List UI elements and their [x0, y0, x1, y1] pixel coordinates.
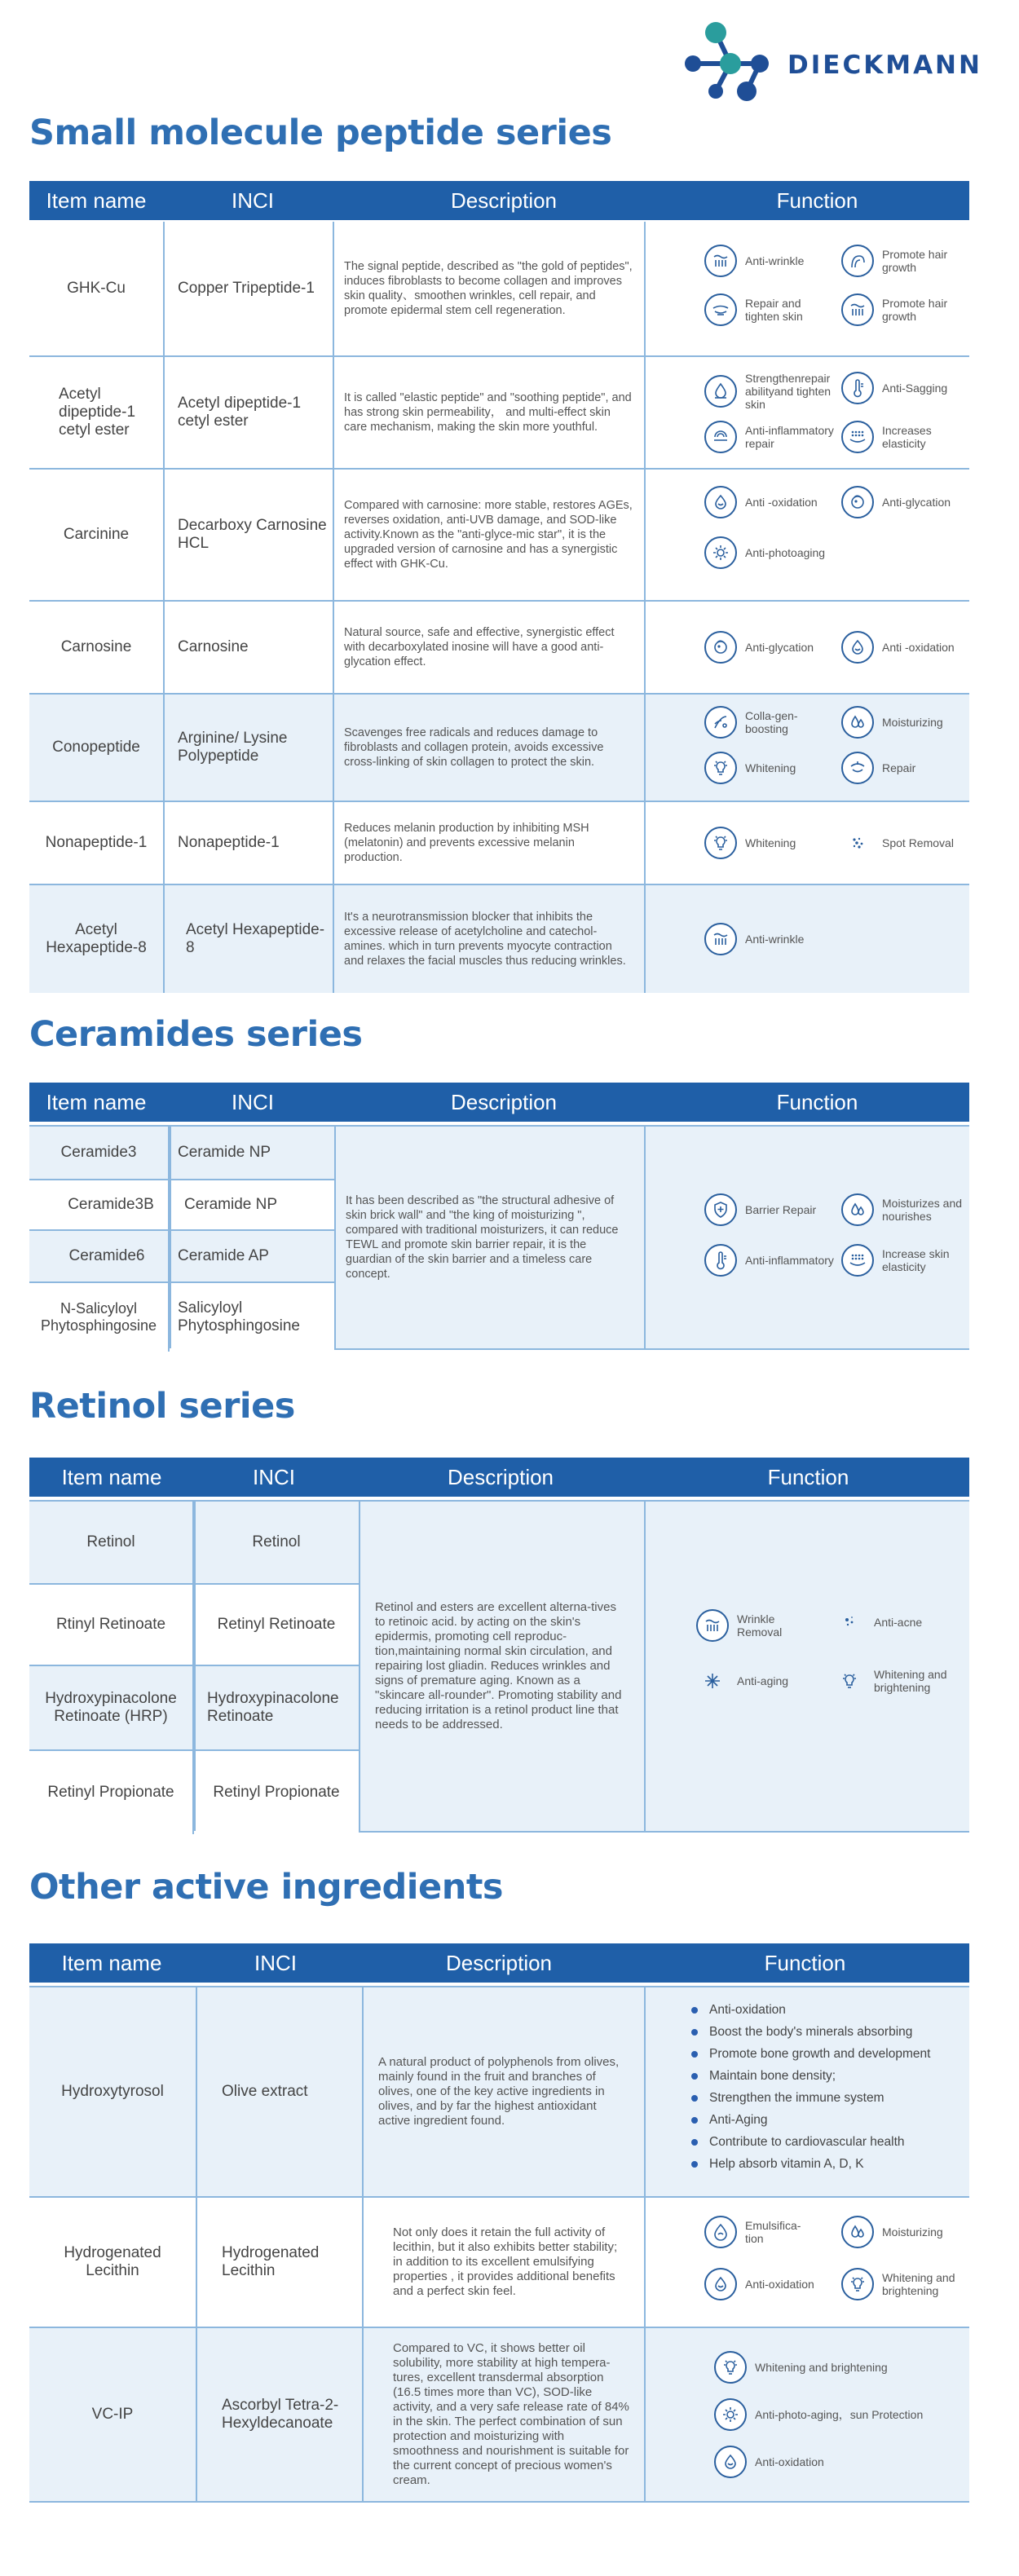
bullet-label: Anti-oxidation	[709, 2002, 786, 2017]
header-description: Description	[450, 187, 558, 213]
function-item: Increases elasticity	[841, 421, 969, 453]
bullet-item	[691, 2087, 930, 2109]
oxidation-icon	[841, 631, 874, 664]
table-row: Retinyl Propionate Retinyl Propionate	[29, 1751, 359, 1834]
collagen-icon	[704, 706, 737, 739]
brand-name: DIECKMANN	[787, 51, 982, 80]
function-item: Anti-acne	[833, 1606, 922, 1639]
item-name: Hydroxytyrosol	[29, 1987, 197, 2196]
item-description: Retinol and esters are excellent alterna-tives to retinoic acid. by acting on the skin's epidermis, promoting cell reproduc-tion,maintaining normal skin circulation, and repairing lost gliadin. Reduces wrinkles and signs of premature aging. Known as a "skincare all-rounder". Promoting stability and reducing irritation is a retinol product line that needs to be addressed.	[359, 1502, 646, 1831]
table-row: N-Salicyloyl Phytosphingosine Salicyloyl Phytosphingosine	[29, 1283, 334, 1352]
item-inci: Olive extract	[197, 1987, 364, 2196]
bullet-dot-icon	[691, 2073, 698, 2080]
bullet-dot-icon	[691, 2029, 698, 2036]
item-functions	[646, 1987, 969, 2196]
elasticity-icon	[841, 1244, 874, 1277]
item-name: Acetyl Hexapeptide-8	[29, 885, 165, 993]
item-description: Scavenges free radicals and reduces damage to fibroblasts and collagen protein, avoids excessive cross-linking of skin collagen to protect the skin.	[334, 695, 646, 801]
section-title-other: Other active ingredients	[29, 1867, 503, 1908]
moisture-icon	[841, 2216, 874, 2248]
function-item: Promote hair growth	[841, 293, 969, 326]
bullet-label: Maintain bone density;	[709, 2068, 836, 2083]
sparkle-icon	[696, 1665, 729, 1697]
function-item: Anti-photoaging	[704, 536, 825, 569]
bullet-item	[691, 2131, 930, 2153]
bulb-icon	[704, 827, 737, 859]
section-title-peptide: Small molecule peptide series	[29, 112, 612, 153]
item-functions	[646, 802, 969, 884]
function-bullet-list	[691, 1999, 930, 2175]
drop-hand-icon	[704, 375, 737, 408]
function-item: Spot Removal	[841, 827, 954, 859]
wrinkle-icon	[696, 1609, 729, 1642]
item-functions	[646, 1502, 969, 1831]
item-functions	[646, 357, 969, 468]
section-title-retinol: Retinol series	[29, 1386, 295, 1427]
molecule-logo-icon	[677, 20, 783, 109]
item-description: Compared with carnosine: more stable, restores AGEs, reverses oxidation, anti-UVB damage, and SOD-like activity.Known as the "anti-glyce-mic star", it is the upgraded version of carnosine and has a synergistic effect with GHK-Cu.	[334, 470, 646, 600]
wrinkle-icon	[704, 245, 737, 277]
thermometer-icon	[841, 372, 874, 404]
face-icon	[841, 486, 874, 518]
bullet-item	[691, 1999, 930, 2021]
table-row	[29, 602, 969, 695]
item-functions	[646, 602, 969, 693]
function-item: Repair and tighten skin	[704, 293, 810, 326]
table-row: Ceramide3 Ceramide NP	[29, 1127, 334, 1180]
bullet-label: Promote bone growth and development	[709, 2046, 931, 2061]
oxidation-icon	[704, 2268, 737, 2300]
thermometer-icon	[704, 1244, 737, 1277]
bullet-dot-icon	[691, 2095, 698, 2102]
bullet-dot-icon	[691, 2139, 698, 2146]
function-item: Colla-gen-boosting	[704, 706, 818, 739]
item-description: A natural product of polyphenols from olives, mainly found in the fruit and branches of olives, one of the key active ingredients in olives, and by far the highest antioxidant active ingredient found.	[364, 1987, 646, 2196]
function-item: Increase skin elasticity	[841, 1244, 964, 1277]
retinol-table-header: Item name INCI Description Function	[29, 1458, 969, 1497]
table-row	[29, 2328, 969, 2503]
function-item: Whitening	[704, 752, 796, 784]
item-inci: Acetyl Hexapeptide-8	[165, 885, 334, 993]
function-item: Anti-wrinkle	[704, 245, 804, 277]
dots-icon	[841, 827, 874, 859]
function-item: Whitening and brightening	[714, 2351, 888, 2384]
item-description: Compared to VC, it shows better oil solubility, more stability at high tempera-tures, excellent transdermal absorption (16.5 times more than VC), SOD-like activity, and a very safe release rate of 84% in the skin. The perfect combination of sun protection and moisturizing with smoothness and nourishment is suitable for the current concept of precious women's cream.	[364, 2328, 646, 2501]
function-item: Whitening and brightening	[833, 1665, 955, 1697]
bullet-label: Strengthen the immune system	[709, 2090, 884, 2105]
item-description: Natural source, safe and effective, synergistic effect with decarboxylated inosine will have a good anti-glycation effect.	[334, 602, 646, 693]
shield-icon	[704, 1193, 737, 1226]
acne-icon	[833, 1606, 866, 1639]
bullet-label: Anti-Aging	[709, 2112, 768, 2127]
item-inci: Copper Tripeptide-1	[165, 222, 334, 355]
function-item: Anti-Sagging	[841, 372, 947, 404]
table-row: Ceramide6 Ceramide AP	[29, 1231, 334, 1283]
table-row	[29, 885, 969, 993]
item-description: Reduces melanin production by inhibiting MSH (melatonin) and prevents excessive melanin production.	[334, 802, 646, 884]
peptide-table-header	[29, 181, 969, 220]
item-inci: Hydrogenated Lecithin	[197, 2198, 364, 2327]
brand-logo	[677, 20, 982, 109]
item-functions	[646, 2198, 969, 2327]
table-row: Rtinyl Retinoate Retinyl Retinoate	[29, 1585, 359, 1666]
item-functions	[646, 470, 969, 600]
function-item: Strengthenrepair abilityand tighten skin	[704, 372, 836, 411]
item-description: It is called "elastic peptide" and "soothing peptide", and has strong skin permeability， and multi-effect skin care mechanism, making the skin more youthful.	[334, 357, 646, 468]
face-icon	[704, 631, 737, 664]
item-functions	[646, 222, 969, 355]
item-name: Acetyl dipeptide-1 cetyl ester	[29, 357, 165, 468]
function-item: Wrinkle Removal	[696, 1609, 794, 1642]
item-inci: Carnosine	[165, 602, 334, 693]
function-item: Repair	[841, 752, 915, 784]
retinol-table-body	[29, 1500, 969, 1833]
item-name: GHK-Cu	[29, 222, 165, 355]
item-description: It's a neurotransmission blocker that inhibits the excessive release of acetylcholine and catechol-amines. which in turn prevents myocyte contraction and relaxes the facial muscles thus reducing wrinkles.	[334, 885, 646, 993]
function-item: Anti-inflammatory repair	[704, 421, 835, 453]
function-item: Anti-inflammatory	[704, 1244, 834, 1277]
function-item: Anti-photo-aging，sun Protection	[714, 2398, 923, 2431]
item-description: It has been described as "the structural adhesive of skin brick wall" and "the king of moisturizing ", compared with traditional moisturizers, it can reduce TEWL and promote skin barrier repair, it is the guardian of the skin barrier and a timeless care concept.	[334, 1127, 646, 1348]
item-inci: Ascorbyl Tetra-2-Hexyldecanoate	[197, 2328, 364, 2501]
table-row	[29, 222, 969, 357]
item-functions	[646, 695, 969, 801]
hair-growth-icon	[841, 293, 874, 326]
oxidation-icon	[714, 2446, 747, 2478]
bulb-icon	[714, 2351, 747, 2384]
function-item: Anti-glycation	[841, 486, 951, 518]
anti-inflammatory-icon	[704, 421, 737, 453]
table-row: Ceramide3B Ceramide NP	[29, 1180, 334, 1231]
emulsion-icon	[704, 2216, 737, 2248]
photoaging-icon	[704, 536, 737, 569]
function-item: Anti-glycation	[704, 631, 814, 664]
bullet-item	[691, 2065, 930, 2087]
moisture-icon	[841, 1193, 874, 1226]
function-item: Whitening and brightening	[841, 2268, 964, 2300]
item-name: Carnosine	[29, 602, 165, 693]
header-inci: INCI	[232, 187, 274, 213]
table-row: Retinol Retinol	[29, 1502, 359, 1585]
table-row	[29, 357, 969, 470]
item-functions	[646, 2328, 969, 2501]
bullet-item	[691, 2021, 930, 2043]
skin-repair-icon	[704, 293, 737, 326]
bullet-label: Boost the body's minerals absorbing	[709, 2024, 913, 2039]
oxidation-icon	[704, 486, 737, 518]
function-item: Emulsifica-tion	[704, 2216, 810, 2248]
item-name: Nonapeptide-1	[29, 802, 165, 884]
bullet-dot-icon	[691, 2117, 698, 2124]
item-description: The signal peptide, described as "the gold of peptides", induces fibroblasts to become collagen and improves skin quality、smoothen wrinkles, cell repair, and promote epidermal stem cell regeneration.	[334, 222, 646, 355]
bullet-dot-icon	[691, 2161, 698, 2168]
item-description: Not only does it retain the full activity of lecithin, but it also exhibits better stability; in addition to its excellent emulsifying properties , it provides additional benefits and a perfect skin feel.	[364, 2198, 646, 2327]
other-table-header: Item name INCI Description Function	[29, 1943, 969, 1983]
item-functions	[646, 885, 969, 993]
item-inci: Nonapeptide-1	[165, 802, 334, 884]
function-item: Anti -oxidation	[841, 631, 955, 664]
function-item: Promote hair growth	[841, 245, 969, 277]
bullet-label: Contribute to cardiovascular health	[709, 2134, 905, 2149]
function-item: Anti-wrinkle	[704, 923, 804, 955]
item-name: Carcinine	[29, 470, 165, 600]
bulb-icon	[704, 752, 737, 784]
ceramide-table-body	[29, 1125, 969, 1350]
function-item: Moisturizes and nourishes	[841, 1193, 972, 1226]
function-item: Moisturizing	[841, 2216, 943, 2248]
bullet-dot-icon	[691, 2051, 698, 2058]
photoaging-icon	[714, 2398, 747, 2431]
header-function: Function	[776, 187, 858, 213]
table-row	[29, 1986, 969, 2198]
section-title-ceramide: Ceramides series	[29, 1014, 363, 1055]
moisture-icon	[841, 706, 874, 739]
item-inci: Acetyl dipeptide-1 cetyl ester	[165, 357, 334, 468]
item-name: Conopeptide	[29, 695, 165, 801]
table-row	[29, 802, 969, 885]
item-inci: Decarboxy Carnosine HCL	[165, 470, 334, 600]
repair-icon	[841, 752, 874, 784]
table-row	[29, 2198, 969, 2328]
function-item: Anti-oxidation	[714, 2446, 824, 2478]
hair-icon	[841, 245, 874, 277]
bullet-label: Help absorb vitamin A, D, K	[709, 2156, 864, 2171]
bulb-icon	[833, 1665, 866, 1697]
function-item: Anti-oxidation	[704, 2268, 814, 2300]
function-item: Moisturizing	[841, 706, 943, 739]
item-name: Hydrogenated Lecithin	[29, 2198, 197, 2327]
bullet-item	[691, 2109, 930, 2131]
elasticity-icon	[841, 421, 874, 453]
item-inci: Arginine/ Lysine Polypeptide	[165, 695, 334, 801]
wrinkle-icon	[704, 923, 737, 955]
table-row	[29, 695, 969, 802]
table-row: Hydroxypinacolone Retinoate (HRP) Hydroxypinacolone Retinoate	[29, 1666, 359, 1751]
bulb-icon	[841, 2268, 874, 2300]
ceramide-table-header: Item name INCI Description Function	[29, 1083, 969, 1122]
bullet-dot-icon	[691, 2007, 698, 2014]
function-item: Barrier Repair	[704, 1193, 816, 1226]
item-functions	[646, 1127, 969, 1348]
bullet-item	[691, 2153, 930, 2175]
function-item: Anti-aging	[696, 1665, 788, 1697]
header-item-name: Item name	[46, 187, 147, 213]
function-item: Anti -oxidation	[704, 486, 818, 518]
function-item: Whitening	[704, 827, 796, 859]
item-name: VC-IP	[29, 2328, 197, 2501]
bullet-item	[691, 2043, 930, 2065]
table-row	[29, 470, 969, 602]
